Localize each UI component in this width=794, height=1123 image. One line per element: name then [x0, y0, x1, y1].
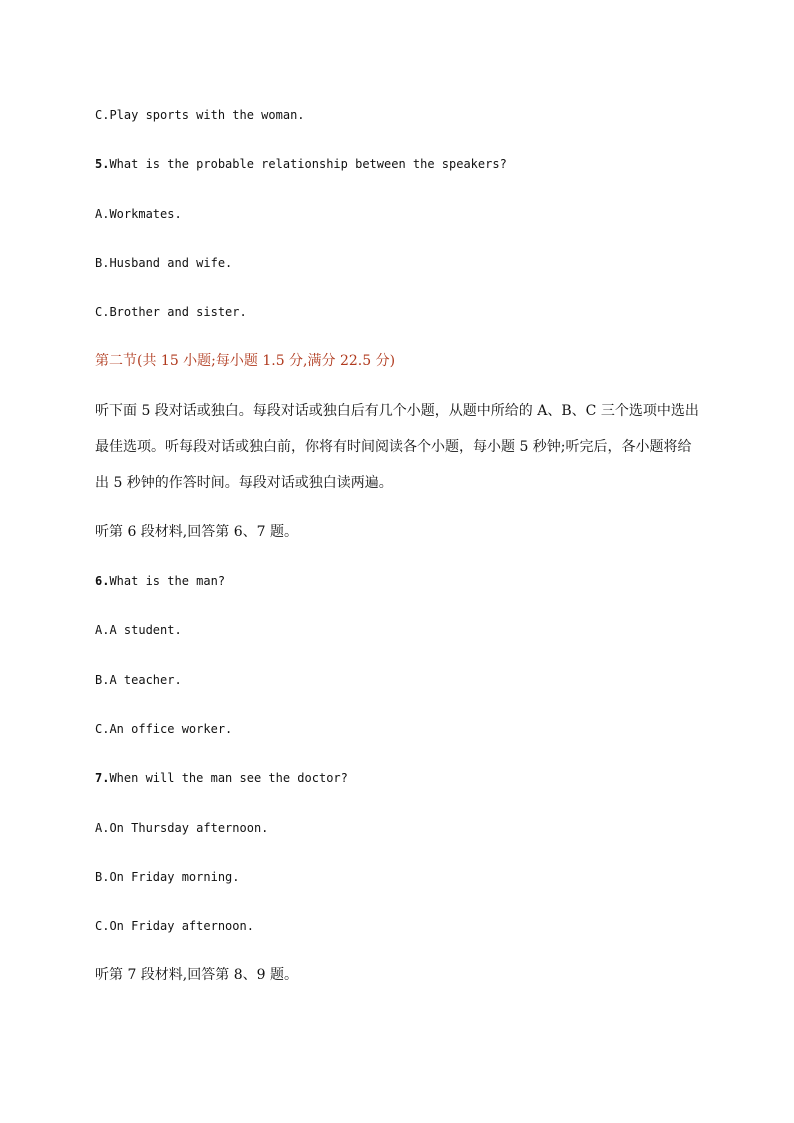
section-heading: 第二节(共 15 小题;每小题 1.5 分,满分 22.5 分) — [95, 353, 396, 369]
question-6 — [95, 573, 225, 589]
question-7-option-b: B.On Friday morning. — [95, 870, 240, 884]
question-6-option-c: C.An office worker. — [95, 722, 233, 736]
question-6-option-b: B.A teacher. — [95, 673, 182, 687]
question-4-option-c: C.Play sports with the woman. — [95, 108, 305, 122]
question-6-option-a: A.A student. — [95, 623, 182, 637]
question-7-option-a: A.On Thursday afternoon. — [95, 821, 269, 835]
instructions-line-3: 出 5 秒钟的作答时间。每段对话或独白读两遍。 — [95, 475, 393, 491]
question-text: What is the man? — [109, 574, 226, 588]
question-number: 6. — [95, 574, 110, 588]
instructions-line-2: 最佳选项。听每段对话或独白前，你将有时间阅读各个小题，每小题 5 秒钟;听完后，各小题将给 — [95, 439, 692, 455]
question-5 — [95, 156, 507, 172]
question-text: What is the probable relationship between the speakers? — [109, 157, 507, 171]
question-7-option-c: C.On Friday afternoon. — [95, 919, 254, 933]
instructions-line-1: 听下面 5 段对话或独白。每段对话或独白后有几个小题，从题中所给的 A、B、C 三个选项中选出 — [95, 403, 699, 419]
question-number: 5. — [95, 157, 110, 171]
question-7 — [95, 770, 348, 786]
material-6-heading: 听第 6 段材料,回答第 6、7 题。 — [95, 524, 298, 540]
material-7-heading: 听第 7 段材料,回答第 8、9 题。 — [95, 967, 298, 983]
question-5-option-a: A.Workmates. — [95, 207, 182, 221]
question-5-option-b: B.Husband and wife. — [95, 256, 233, 270]
question-text: When will the man see the doctor? — [109, 771, 348, 785]
question-5-option-c: C.Brother and sister. — [95, 305, 247, 319]
question-number: 7. — [95, 771, 110, 785]
